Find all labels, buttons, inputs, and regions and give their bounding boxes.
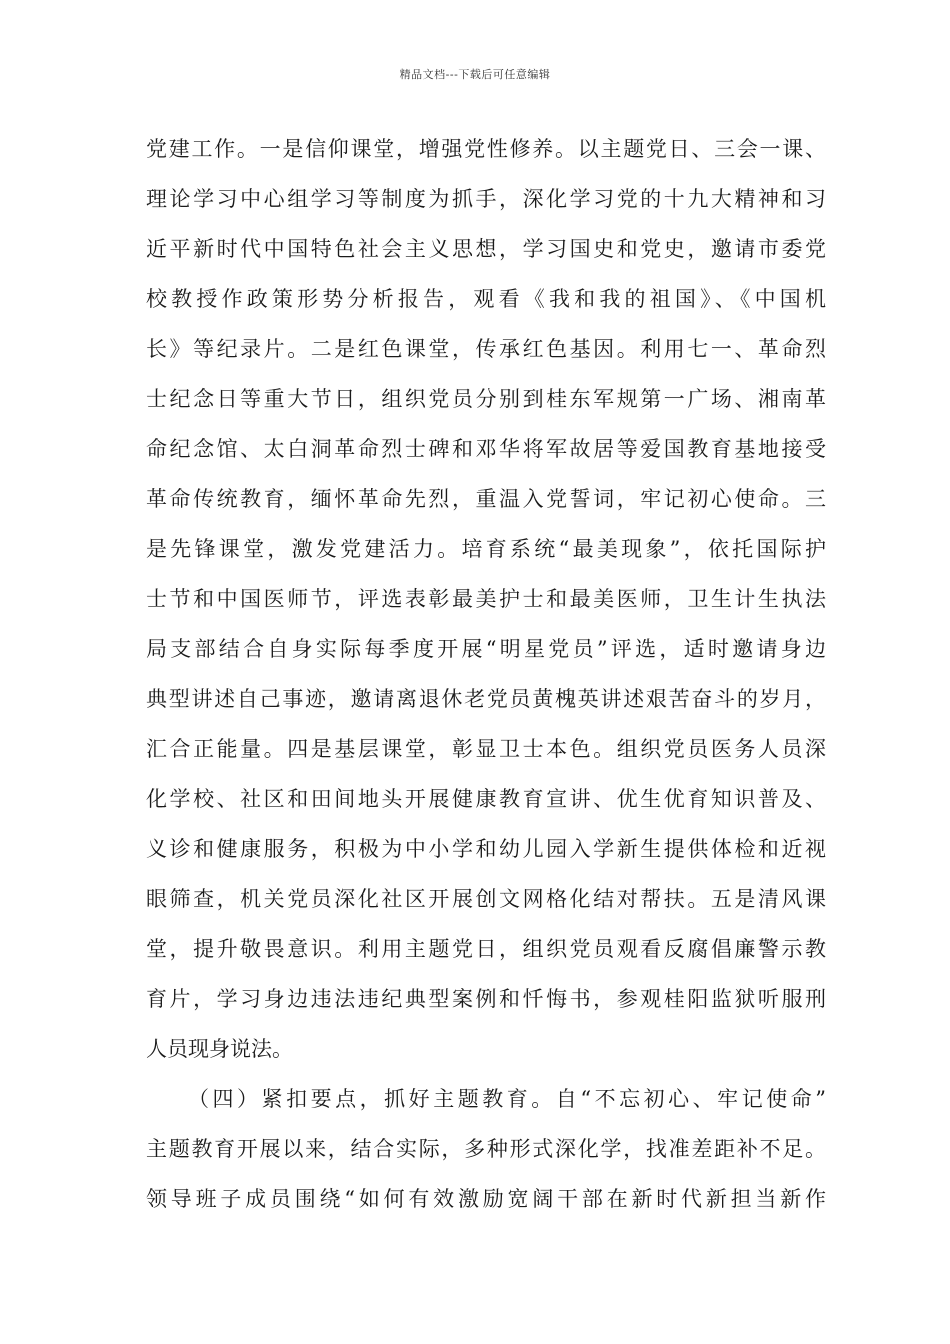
text-line: 校教授作政策形势分析报告，观看《我和我的祖国》、《中国机 — [146, 287, 826, 311]
text-line: 士纪念日等重大节日，组织党员分别到桂东军规第一广场、湘南革 — [146, 387, 826, 411]
text-line: 士节和中国医师节，评选表彰最美护士和最美医师，卫生计生执法 — [146, 587, 826, 611]
text-line: 局支部结合自身实际每季度开展“明星党员”评选，适时邀请身边 — [146, 637, 826, 661]
text-line: 近平新时代中国特色社会主义思想，学习国史和党史，邀请市委党 — [146, 237, 826, 261]
text-line: 义诊和健康服务，积极为中小学和幼儿园入学新生提供体检和近视 — [146, 837, 826, 861]
text-line: 长》等纪录片。二是红色课堂，传承红色基因。利用七一、革命烈 — [146, 337, 826, 361]
text-line: 理论学习中心组学习等制度为抓手，深化学习党的十九大精神和习 — [146, 187, 826, 211]
paragraph-end-line: 人员现身说法。 — [146, 1037, 293, 1061]
text-line: 眼筛查，机关党员深化社区开展创文网格化结对帮扶。五是清风课 — [146, 887, 826, 911]
document-body — [146, 124, 826, 1224]
text-line: 汇合正能量。四是基层课堂，彰显卫士本色。组织党员医务人员深 — [146, 737, 826, 761]
text-line: 命纪念馆、太白洞革命烈士碑和邓华将军故居等爱国教育基地接受 — [146, 437, 826, 461]
text-line: 领导班子成员围绕“如何有效激励宽阔干部在新时代新担当新作 — [146, 1187, 826, 1211]
text-line: 党建工作。一是信仰课堂，增强党性修养。以主题党日、三会一课、 — [146, 137, 826, 161]
text-line: 堂，提升敬畏意识。利用主题党日，组织党员观看反腐倡廉警示教 — [146, 937, 826, 961]
section-heading-line: （四）紧扣要点，抓好主题教育。自“不忘初心、牢记使命” — [188, 1087, 826, 1111]
text-line: 化学校、社区和田间地头开展健康教育宣讲、优生优育知识普及、 — [146, 787, 826, 811]
text-line: 革命传统教育，缅怀革命先烈，重温入党誓词，牢记初心使命。三 — [146, 487, 826, 511]
text-line: 主题教育开展以来，结合实际，多种形式深化学，找准差距补不足。 — [146, 1137, 826, 1161]
page-header: 精品文档---下载后可任意编辑 — [399, 68, 551, 81]
text-line: 是先锋课堂，激发党建活力。培育系统“最美现象”，依托国际护 — [146, 537, 826, 561]
text-line: 典型讲述自己事迹，邀请离退休老党员黄槐英讲述艰苦奋斗的岁月， — [146, 687, 826, 711]
text-line: 育片，学习身边违法违纪典型案例和忏悔书，参观桂阳监狱听服刑 — [146, 987, 826, 1011]
